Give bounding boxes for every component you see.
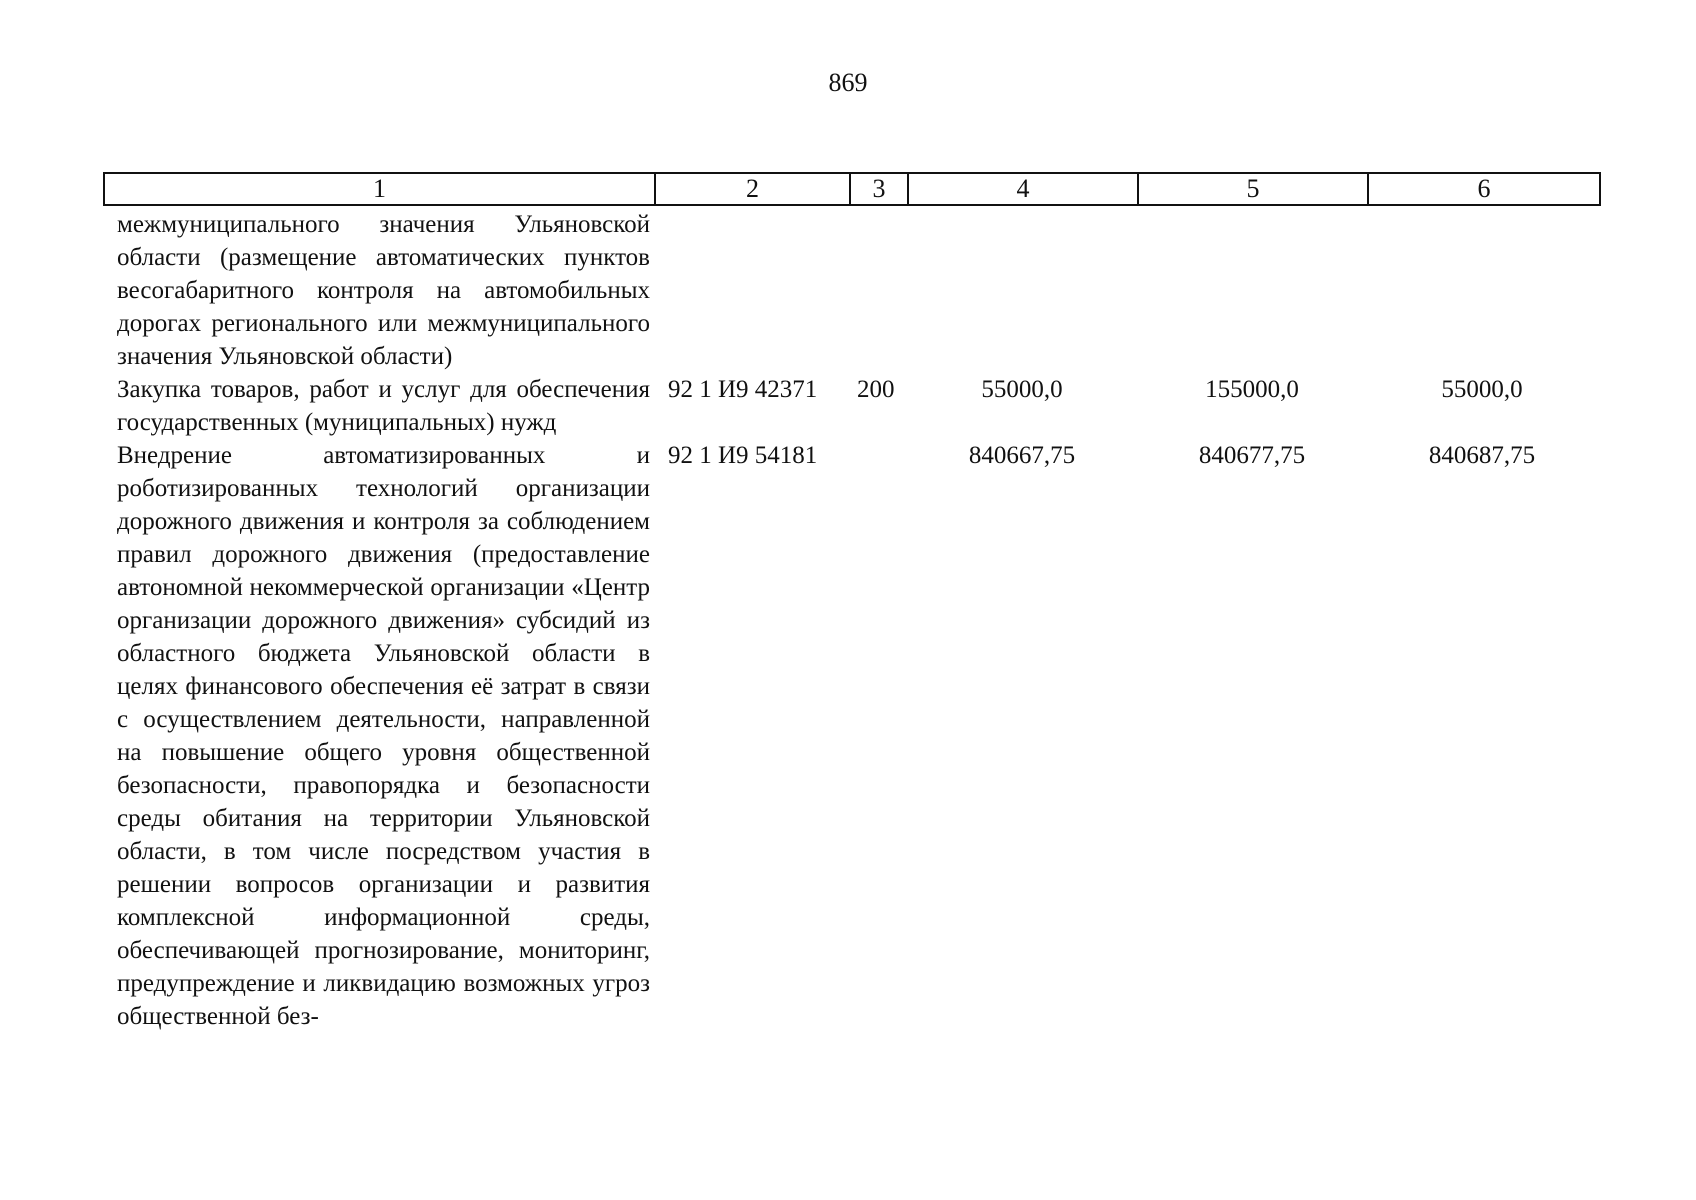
row-description: межмуниципального значения Ульяновской области (размещение автоматических пунктов весогабаритного контроля на автомобильных дорогах регионального или межмуниципального значения Ульяновской области) (117, 211, 650, 370)
row-value-col5: 840677,75 (1198, 442, 1306, 469)
column-header-4: 4 (909, 174, 1139, 204)
row-description: Закупка товаров, работ и услуг для обеспечения государственных (муниципальных) нужд (117, 376, 650, 436)
row-code: 92 1 И9 42371 (668, 376, 818, 403)
column-header-3: 3 (851, 174, 909, 204)
table-row (103, 373, 1601, 439)
column-header-5: 5 (1139, 174, 1369, 204)
row-value-col4: 55000,0 (981, 376, 1063, 403)
table-row (103, 208, 1601, 373)
row-expense-type: 200 (857, 376, 895, 403)
row-code: 92 1 И9 54181 (668, 442, 818, 469)
budget-table (103, 172, 1601, 1033)
row-value-col5: 155000,0 (1205, 376, 1299, 403)
table-header-row (103, 172, 1601, 206)
table-row (103, 439, 1601, 1033)
column-header-6: 6 (1477, 174, 1491, 203)
column-header-1: 1 (105, 174, 656, 204)
row-value-col4: 840667,75 (968, 442, 1076, 469)
row-value-col6: 55000,0 (1441, 376, 1523, 403)
page-number: 869 (828, 68, 868, 97)
row-description: Внедрение автоматизированных и роботизированных технологий организации дорожного движения и контроля за соблюдением правил дорожного движения (предоставление автономной некоммерческой организации «Центр организации дорожного движения» субсидий из областного бюджета Ульяновской области в целях финансового обеспечения её затрат в связи с осуществлением деятельности, направленной на повышение общего уровня общественной безопасности, правопорядка и безопасности среды обитания на территории Ульяновской области, в том числе посредством участия в решении вопросов организации и развития комплексной информационной среды, обеспечивающей прогнозирование, мониторинг, предупреждение и ликвидацию возможных угроз общественной без- (117, 442, 650, 1030)
row-value-col6: 840687,75 (1428, 442, 1536, 469)
column-header-2: 2 (656, 174, 851, 204)
